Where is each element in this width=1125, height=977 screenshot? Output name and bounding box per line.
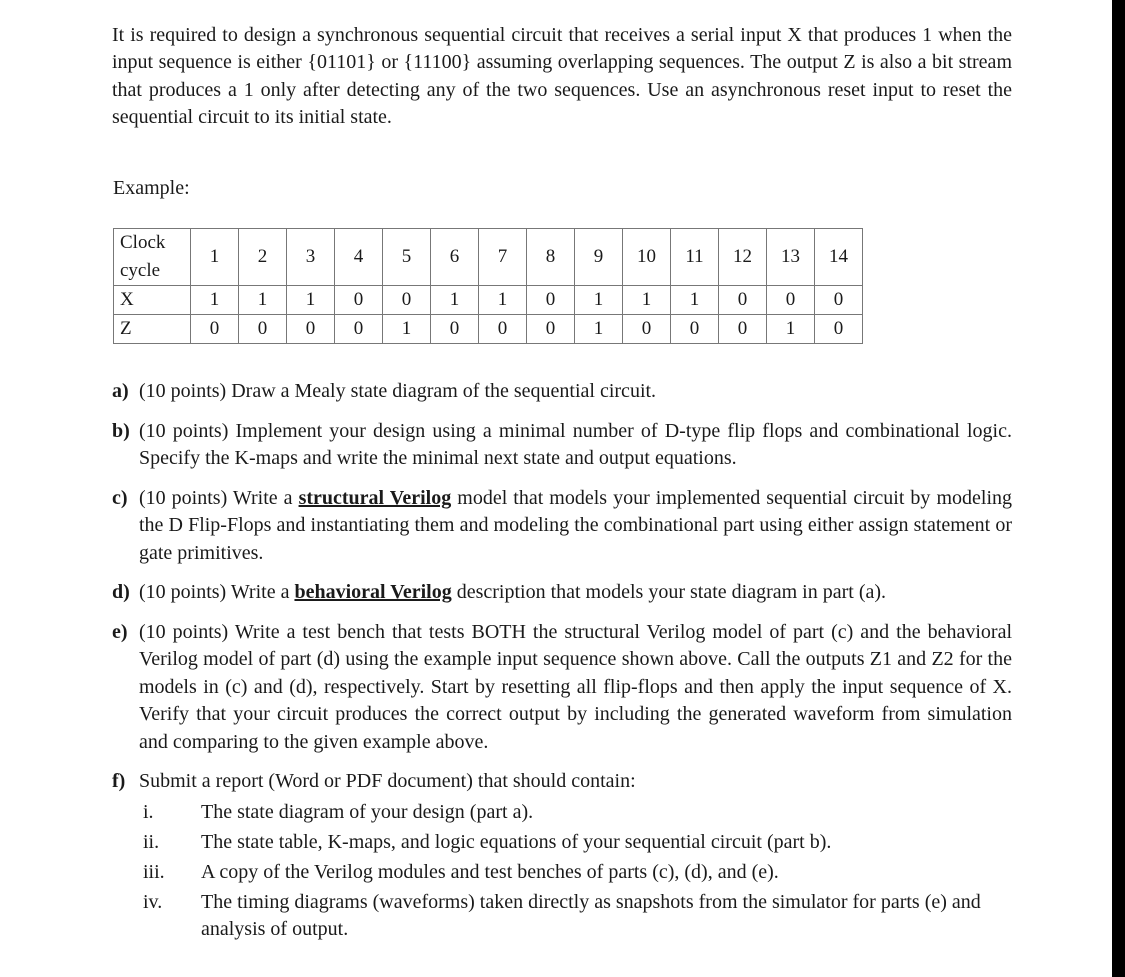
value-cell: 1 <box>287 286 335 315</box>
cycle-cell: 7 <box>479 229 527 286</box>
cycle-cell: 2 <box>239 229 287 286</box>
example-table <box>113 228 863 344</box>
value-cell: 1 <box>239 286 287 315</box>
part-text: (10 points) Write a test bench that tests BOTH the structural Verilog model of part (c) and the behavioral Verilog model of part (d) using the example input sequence shown above. Call the outputs Z1 and Z2 for the models in (c) and (d), respectively. Start by resetting all flip-flops and then apply the input sequence of X. Verify that your circuit produces the correct output by including the generated waveform from simulation and comparing to the given example above. <box>139 620 1012 753</box>
value-cell: 1 <box>479 286 527 315</box>
table-row-z <box>114 315 863 344</box>
part-text-post: model that models your implemented sequential circuit by modeling the D Flip-Flops and instantiating them and modeling the combinational part using either assign statement or gate primitives. <box>139 486 1013 564</box>
part-item <box>112 418 1012 473</box>
document-page <box>112 22 1012 946</box>
value-cell: 0 <box>719 286 767 315</box>
subitem-number: ii. <box>143 830 160 853</box>
cycle-cell: 6 <box>431 229 479 286</box>
value-cell: 0 <box>335 315 383 344</box>
value-cell: 0 <box>383 286 431 315</box>
part-item <box>112 485 1012 568</box>
part-item <box>112 378 1012 406</box>
part-text-post: description that models your state diagram in part (a). <box>451 581 887 604</box>
value-cell: 0 <box>719 315 767 344</box>
row-label-cell: X <box>114 286 191 315</box>
part-item <box>112 768 1012 796</box>
part-text <box>139 485 1012 568</box>
part-item <box>112 619 1012 757</box>
value-cell: 0 <box>671 315 719 344</box>
value-cell: 0 <box>431 315 479 344</box>
cycle-cell: 3 <box>287 229 335 286</box>
part-text: (10 points) Implement your design using a minimal number of D-type flip flops and combinational logic. Specify the K-maps and write the minimal next state and output equations. <box>139 419 1012 470</box>
value-cell: 1 <box>191 286 239 315</box>
part-text: (10 points) Draw a Mealy state diagram of the sequential circuit. <box>139 380 657 403</box>
row-label-cell: Z <box>114 315 191 344</box>
value-cell: 0 <box>527 315 575 344</box>
subitem-number: i. <box>143 800 154 823</box>
subitem-text: The timing diagrams (waveforms) taken directly as snapshots from the simulator for parts (e) and analysis of output. <box>201 890 981 940</box>
part-label: c) <box>112 486 128 509</box>
value-cell: 0 <box>191 315 239 344</box>
part-label: a) <box>112 380 129 403</box>
subitem-number: iii. <box>143 860 165 883</box>
cycle-cell: 13 <box>767 229 815 286</box>
subitem-number: iv. <box>143 890 163 913</box>
value-cell: 0 <box>239 315 287 344</box>
cycle-cell: 11 <box>671 229 719 286</box>
table-header-row <box>114 229 863 286</box>
value-cell: 0 <box>527 286 575 315</box>
subitem-text: The state table, K-maps, and logic equations of your sequential circuit (part b). <box>201 830 832 853</box>
part-text <box>139 579 1012 607</box>
cycle-cell: 5 <box>383 229 431 286</box>
part-label: f) <box>112 770 126 793</box>
value-cell: 0 <box>287 315 335 344</box>
value-cell: 0 <box>623 315 671 344</box>
value-cell: 0 <box>767 286 815 315</box>
part-emphasis: structural Verilog <box>298 486 452 509</box>
value-cell: 1 <box>767 315 815 344</box>
table-row-x <box>114 286 863 315</box>
part-item <box>112 579 1012 607</box>
problem-statement: It is required to design a synchronous sequential circuit that receives a serial input X that produces 1 when the input sequence is either {01101} or {11100} assuming overlapping sequences. The output Z is also a bit stream that produces a 1 only after detecting any of the two sequences. Use an asynchronous reset input to reset the sequential circuit to its initial state. <box>112 24 1012 128</box>
window-edge <box>1112 0 1125 977</box>
value-cell: 1 <box>623 286 671 315</box>
value-cell: 1 <box>575 315 623 344</box>
part-label: b) <box>112 419 130 442</box>
value-cell: 0 <box>335 286 383 315</box>
report-subitem <box>112 799 1012 826</box>
value-cell: 0 <box>815 286 863 315</box>
cycle-cell: 9 <box>575 229 623 286</box>
part-emphasis: behavioral Verilog <box>294 581 452 604</box>
value-cell: 0 <box>815 315 863 344</box>
part-label: d) <box>112 581 130 604</box>
value-cell: 1 <box>431 286 479 315</box>
part-text-pre: (10 points) Write a <box>139 486 299 509</box>
cycle-cell: 14 <box>815 229 863 286</box>
cycle-cell: 10 <box>623 229 671 286</box>
subitem-text: A copy of the Verilog modules and test benches of parts (c), (d), and (e). <box>201 860 779 883</box>
subitem-text: The state diagram of your design (part a). <box>201 800 534 823</box>
parts-list <box>112 378 1012 943</box>
cycle-cell: 8 <box>527 229 575 286</box>
example-label: Example: <box>113 177 190 200</box>
report-subitem <box>112 829 1012 856</box>
value-cell: 1 <box>671 286 719 315</box>
cycle-cell: 1 <box>191 229 239 286</box>
part-label: e) <box>112 620 128 643</box>
part-text: Submit a report (Word or PDF document) that should contain: <box>139 770 636 793</box>
header-label-cell: Clock cycle <box>114 229 191 286</box>
report-subitem <box>112 859 1012 886</box>
part-text-pre: (10 points) Write a <box>139 581 295 604</box>
cycle-cell: 4 <box>335 229 383 286</box>
value-cell: 1 <box>575 286 623 315</box>
value-cell: 0 <box>479 315 527 344</box>
cycle-cell: 12 <box>719 229 767 286</box>
value-cell: 1 <box>383 315 431 344</box>
report-subitem <box>112 889 1012 943</box>
